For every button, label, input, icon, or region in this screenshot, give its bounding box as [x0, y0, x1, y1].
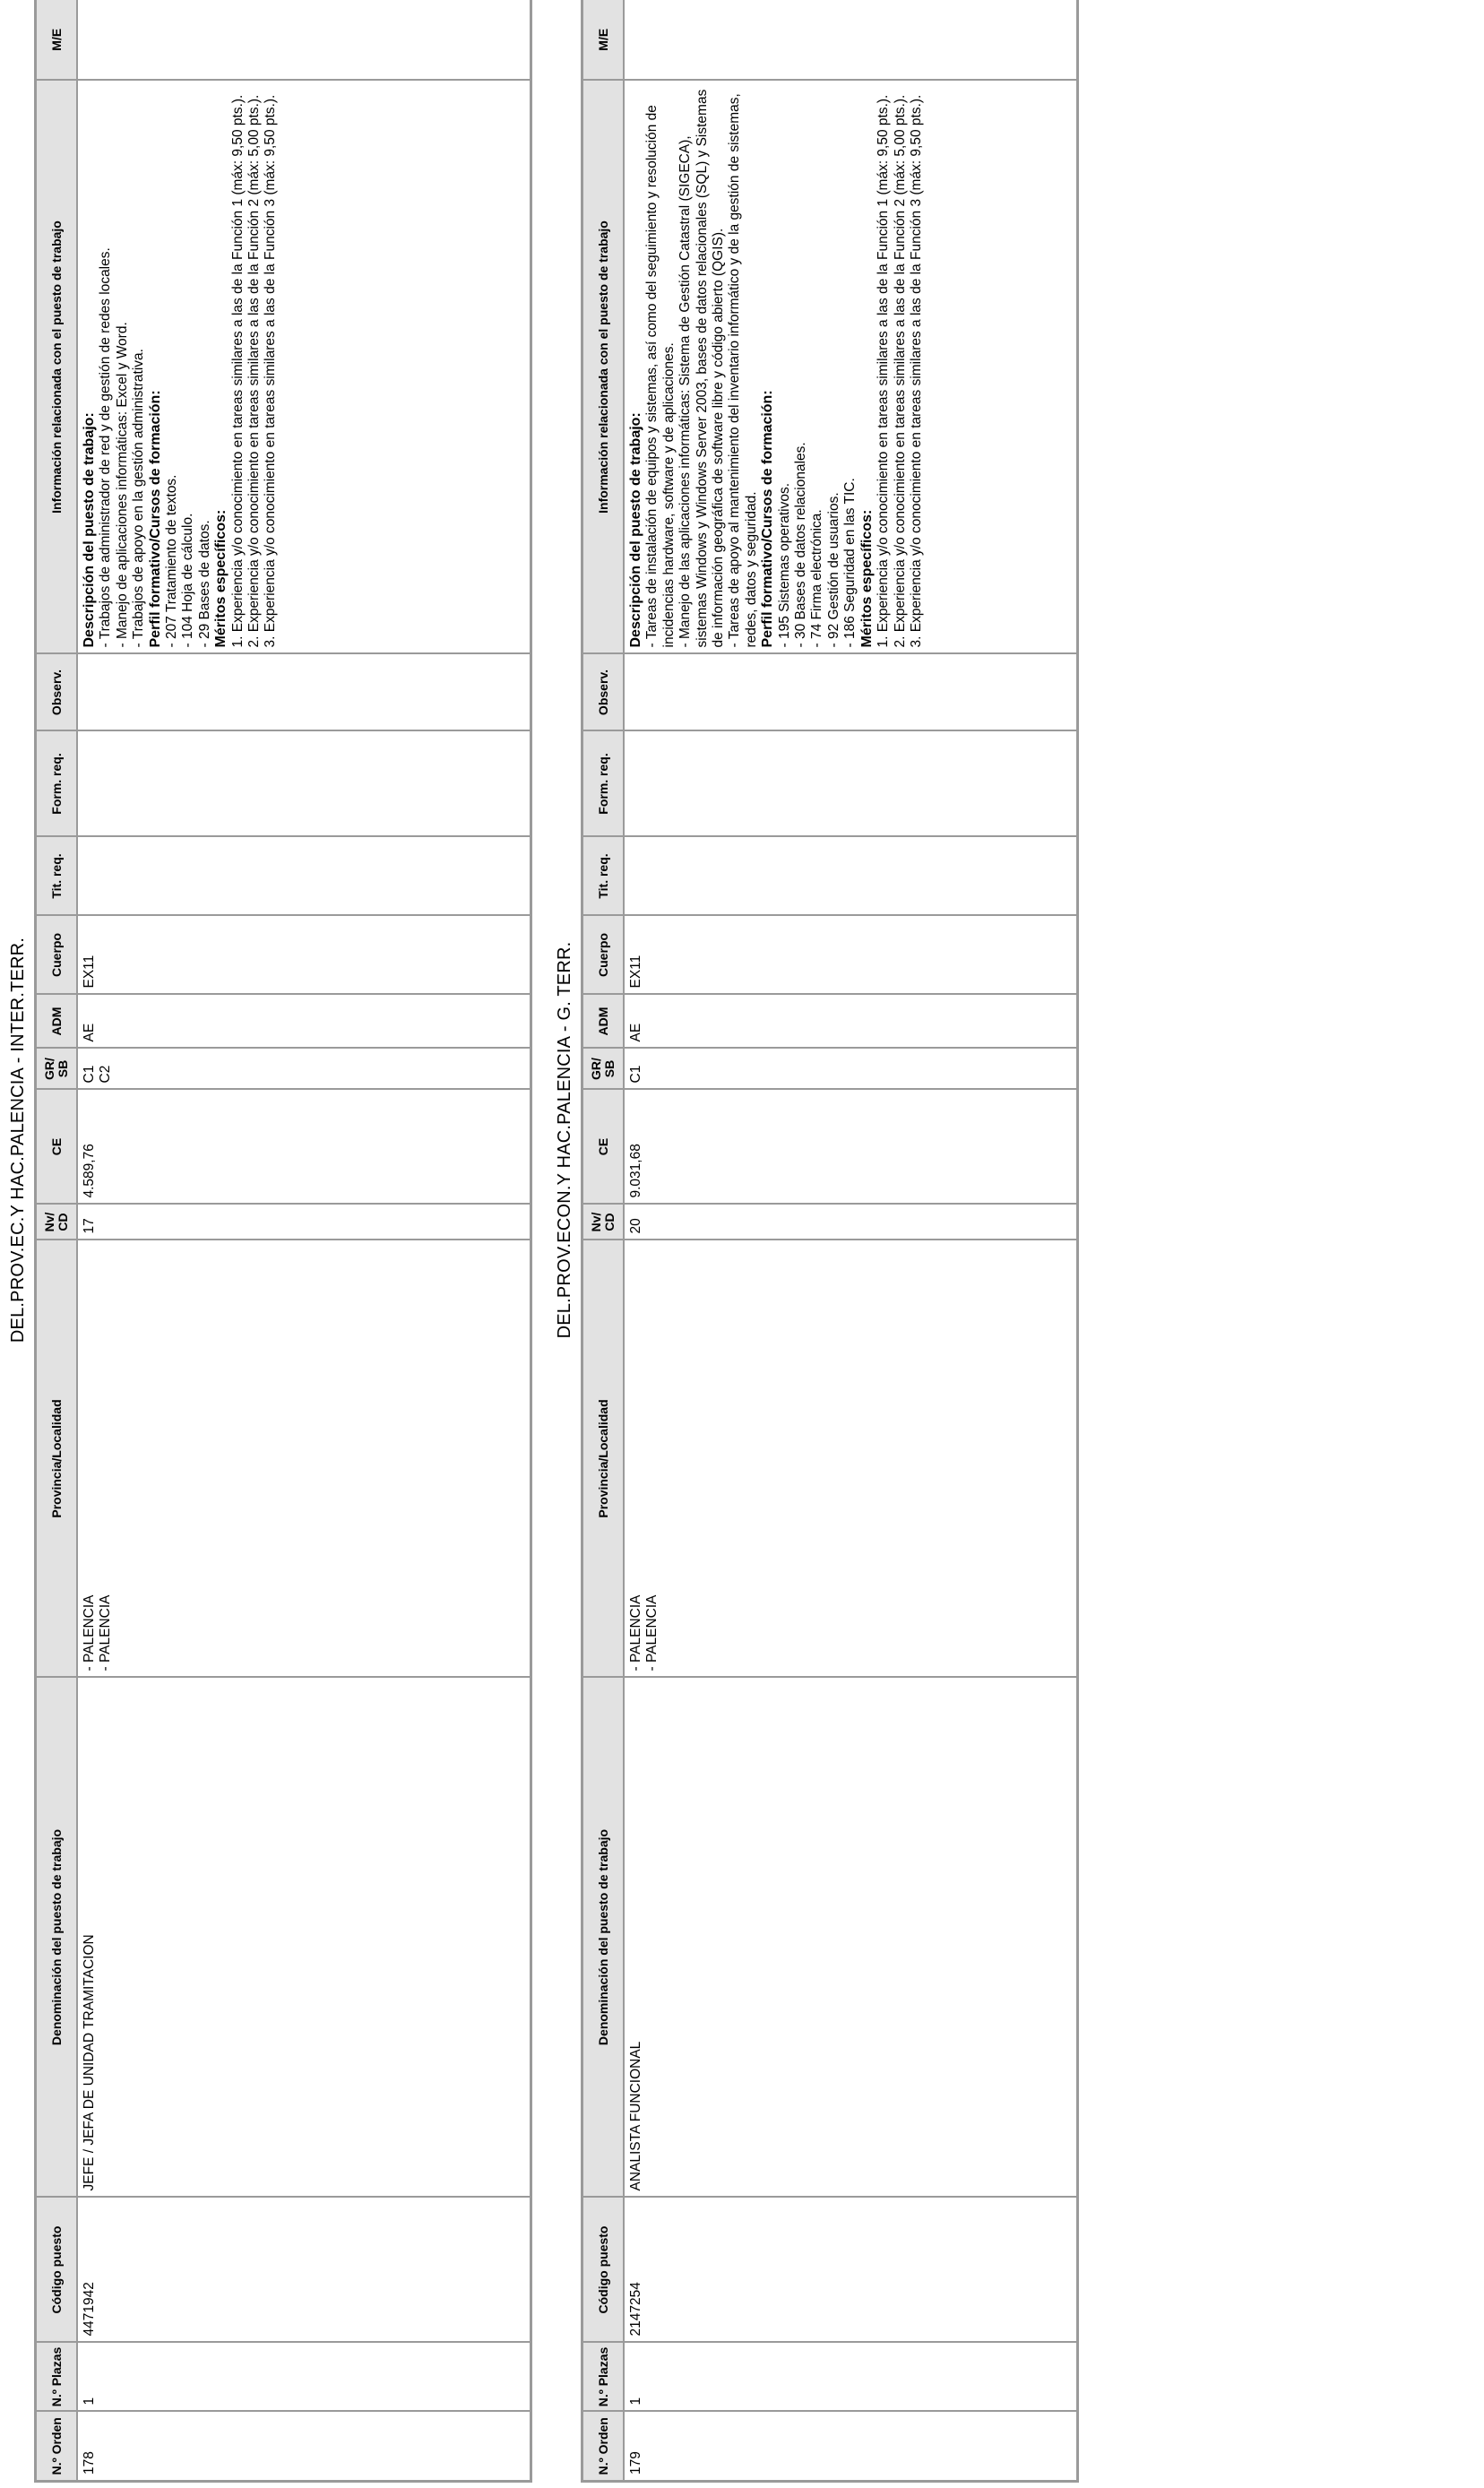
info-line: - Tareas de apoyo al mantenimiento del inventario informático y de la gestión de sistemas, redes, datos y seguridad.: [727, 93, 759, 648]
cell-orden: 179: [624, 2412, 1078, 2482]
table-row: [77, 0, 531, 2482]
header-denominacion: Denominación del puesto de trabajo: [582, 1678, 625, 2198]
cell-observaciones: [77, 654, 531, 731]
cell-plazas: 1: [624, 2343, 1078, 2412]
cell-nivel: 20: [624, 1205, 1078, 1240]
header-grupo: GR/ SB: [582, 1049, 625, 1090]
cell-me: [624, 0, 1078, 81]
info-line: - Tareas de instalación de equipos y sistemas, así como del seguimiento y resolución de incidencias hardware, software y de aplicaciones.: [644, 105, 677, 648]
header-nivel: Nv/ CD: [36, 1205, 78, 1240]
info-line: - 29 Bases de datos.: [196, 520, 212, 648]
cell-adm: AE: [624, 995, 1078, 1049]
cell-titulacion: [624, 837, 1078, 916]
cell-cuerpo: EX11: [624, 916, 1078, 995]
cell-grupo: C1 C2: [77, 1049, 531, 1090]
cell-codigo: 2147254: [624, 2198, 1078, 2343]
header-adm: ADM: [582, 995, 625, 1049]
info-line: 2. Experiencia y/o conocimiento en tareas similares a las de la Función 2 (máx: 5,00 pts.).: [892, 94, 908, 648]
header-titulacion: Tit. req.: [582, 837, 625, 916]
cell-denominacion: JEFE / JEFA DE UNIDAD TRAMITACION: [77, 1678, 531, 2198]
cell-ce: 4.589,76: [77, 1090, 531, 1205]
info-line: - 74 Firma electrónica.: [809, 509, 825, 648]
cell-provincia: - PALENCIA - PALENCIA: [77, 1240, 531, 1678]
info-heading: Méritos específicos:: [213, 509, 229, 648]
header-nivel: Nv/ CD: [582, 1205, 625, 1240]
info-line: - 186 Seguridad en las TIC.: [842, 478, 858, 648]
cell-plazas: 1: [77, 2343, 531, 2412]
unit-title: DEL.PROV.ECON.Y HAC.PALENCIA - G. TERR.: [555, 941, 574, 1339]
table-header-row: [36, 0, 78, 2482]
header-cuerpo: Cuerpo: [582, 916, 625, 995]
job-table: [34, 0, 532, 2483]
cell-codigo: 4471942: [77, 2198, 531, 2343]
info-line: - Manejo de las aplicaciones informáticas: Sistema de Gestión Catastral (SIGECA), sistemas Windows y Windows Server 2003, bases de datos relacionales (SQL) y Sistemas de información geográfica de software libre y código abierto (QGIS).: [677, 89, 727, 648]
cell-nivel: 17: [77, 1205, 531, 1240]
cell-grupo: C1: [624, 1049, 1078, 1090]
header-provincia: Provincia/Localidad: [36, 1240, 78, 1678]
header-ce: CE: [36, 1090, 78, 1205]
info-line: 3. Experiencia y/o conocimiento en tareas similares a las de la Función 3 (máx: 9,50 pts.).: [263, 94, 279, 648]
header-denominacion: Denominación del puesto de trabajo: [36, 1678, 78, 2198]
cell-denominacion: ANALISTA FUNCIONAL: [624, 1678, 1078, 2198]
header-provincia: Provincia/Localidad: [582, 1240, 625, 1678]
job-block-179: [547, 0, 1079, 2483]
info-line: - Manejo de aplicaciones informáticas: Excel y Word.: [114, 322, 130, 648]
cell-provincia: - PALENCIA - PALENCIA: [624, 1240, 1078, 1678]
info-heading: Perfil formativo/Cursos de formación:: [147, 390, 163, 648]
header-adm: ADM: [36, 995, 78, 1049]
header-informacion: Información relacionada con el puesto de trabajo: [36, 81, 78, 654]
cell-cuerpo: EX11: [77, 916, 531, 995]
cell-me: [77, 0, 531, 81]
cell-formacion: [624, 731, 1078, 837]
header-grupo: GR/ SB: [36, 1049, 78, 1090]
unit-title: DEL.PROV.EC.Y HAC.PALENCIA - INTER.TERR.: [8, 937, 28, 1343]
header-plazas: N.º Plazas: [36, 2343, 78, 2412]
cell-ce: 9.031,68: [624, 1090, 1078, 1205]
header-titulacion: Tit. req.: [36, 837, 78, 916]
header-plazas: N.º Plazas: [582, 2343, 625, 2412]
info-line: - 92 Gestión de usuarios.: [825, 492, 841, 648]
info-line: - Trabajos de administrador de red y de gestión de redes locales.: [98, 247, 114, 648]
header-observaciones: Observ.: [582, 654, 625, 731]
cell-formacion: [77, 731, 531, 837]
header-orden: N.º Orden: [36, 2412, 78, 2482]
cell-observaciones: [624, 654, 1078, 731]
cell-informacion: [77, 81, 531, 654]
header-codigo: Código puesto: [582, 2198, 625, 2343]
job-table: [581, 0, 1079, 2483]
info-line: 1. Experiencia y/o conocimiento en tareas similares a las de la Función 1 (máx: 9,50 pts.).: [876, 94, 892, 648]
info-heading: Méritos específicos:: [858, 509, 875, 648]
header-me: M/E: [582, 0, 625, 81]
cell-orden: 178: [77, 2412, 531, 2482]
cell-titulacion: [77, 837, 531, 916]
header-me: M/E: [36, 0, 78, 81]
table-header-row: [582, 0, 625, 2482]
info-line: - 207 Tratamiento de textos.: [164, 474, 180, 648]
header-observaciones: Observ.: [36, 654, 78, 731]
info-line: 2. Experiencia y/o conocimiento en tareas similares a las de la Función 2 (máx: 5,00 pts.).: [246, 94, 263, 648]
header-formacion: Form. req.: [582, 731, 625, 837]
header-codigo: Código puesto: [36, 2198, 78, 2343]
info-heading: Descripción del puesto de trabajo:: [82, 412, 97, 648]
job-block-178: [0, 0, 532, 2483]
table-row: [624, 0, 1078, 2482]
header-orden: N.º Orden: [582, 2412, 625, 2482]
header-informacion: Información relacionada con el puesto de trabajo: [582, 81, 625, 654]
info-heading: Perfil formativo/Cursos de formación:: [760, 390, 776, 648]
cell-adm: AE: [77, 995, 531, 1049]
info-line: 3. Experiencia y/o conocimiento en tareas similares a las de la Función 3 (máx: 9,50 pts.).: [908, 94, 924, 648]
cell-informacion: [624, 81, 1078, 654]
info-line: - 195 Sistemas operativos.: [776, 482, 792, 648]
header-ce: CE: [582, 1090, 625, 1205]
header-formacion: Form. req.: [36, 731, 78, 837]
info-line: - 104 Hoja de cálculo.: [180, 513, 196, 648]
header-cuerpo: Cuerpo: [36, 916, 78, 995]
info-line: - Trabajos de apoyo en la gestión administrativa.: [131, 349, 147, 648]
info-line: - 30 Bases de datos relacionales.: [793, 442, 809, 648]
info-heading: Descripción del puesto de trabajo:: [628, 412, 643, 648]
info-line: 1. Experiencia y/o conocimiento en tareas similares a las de la Función 1 (máx: 9,50 pts.).: [229, 94, 246, 648]
